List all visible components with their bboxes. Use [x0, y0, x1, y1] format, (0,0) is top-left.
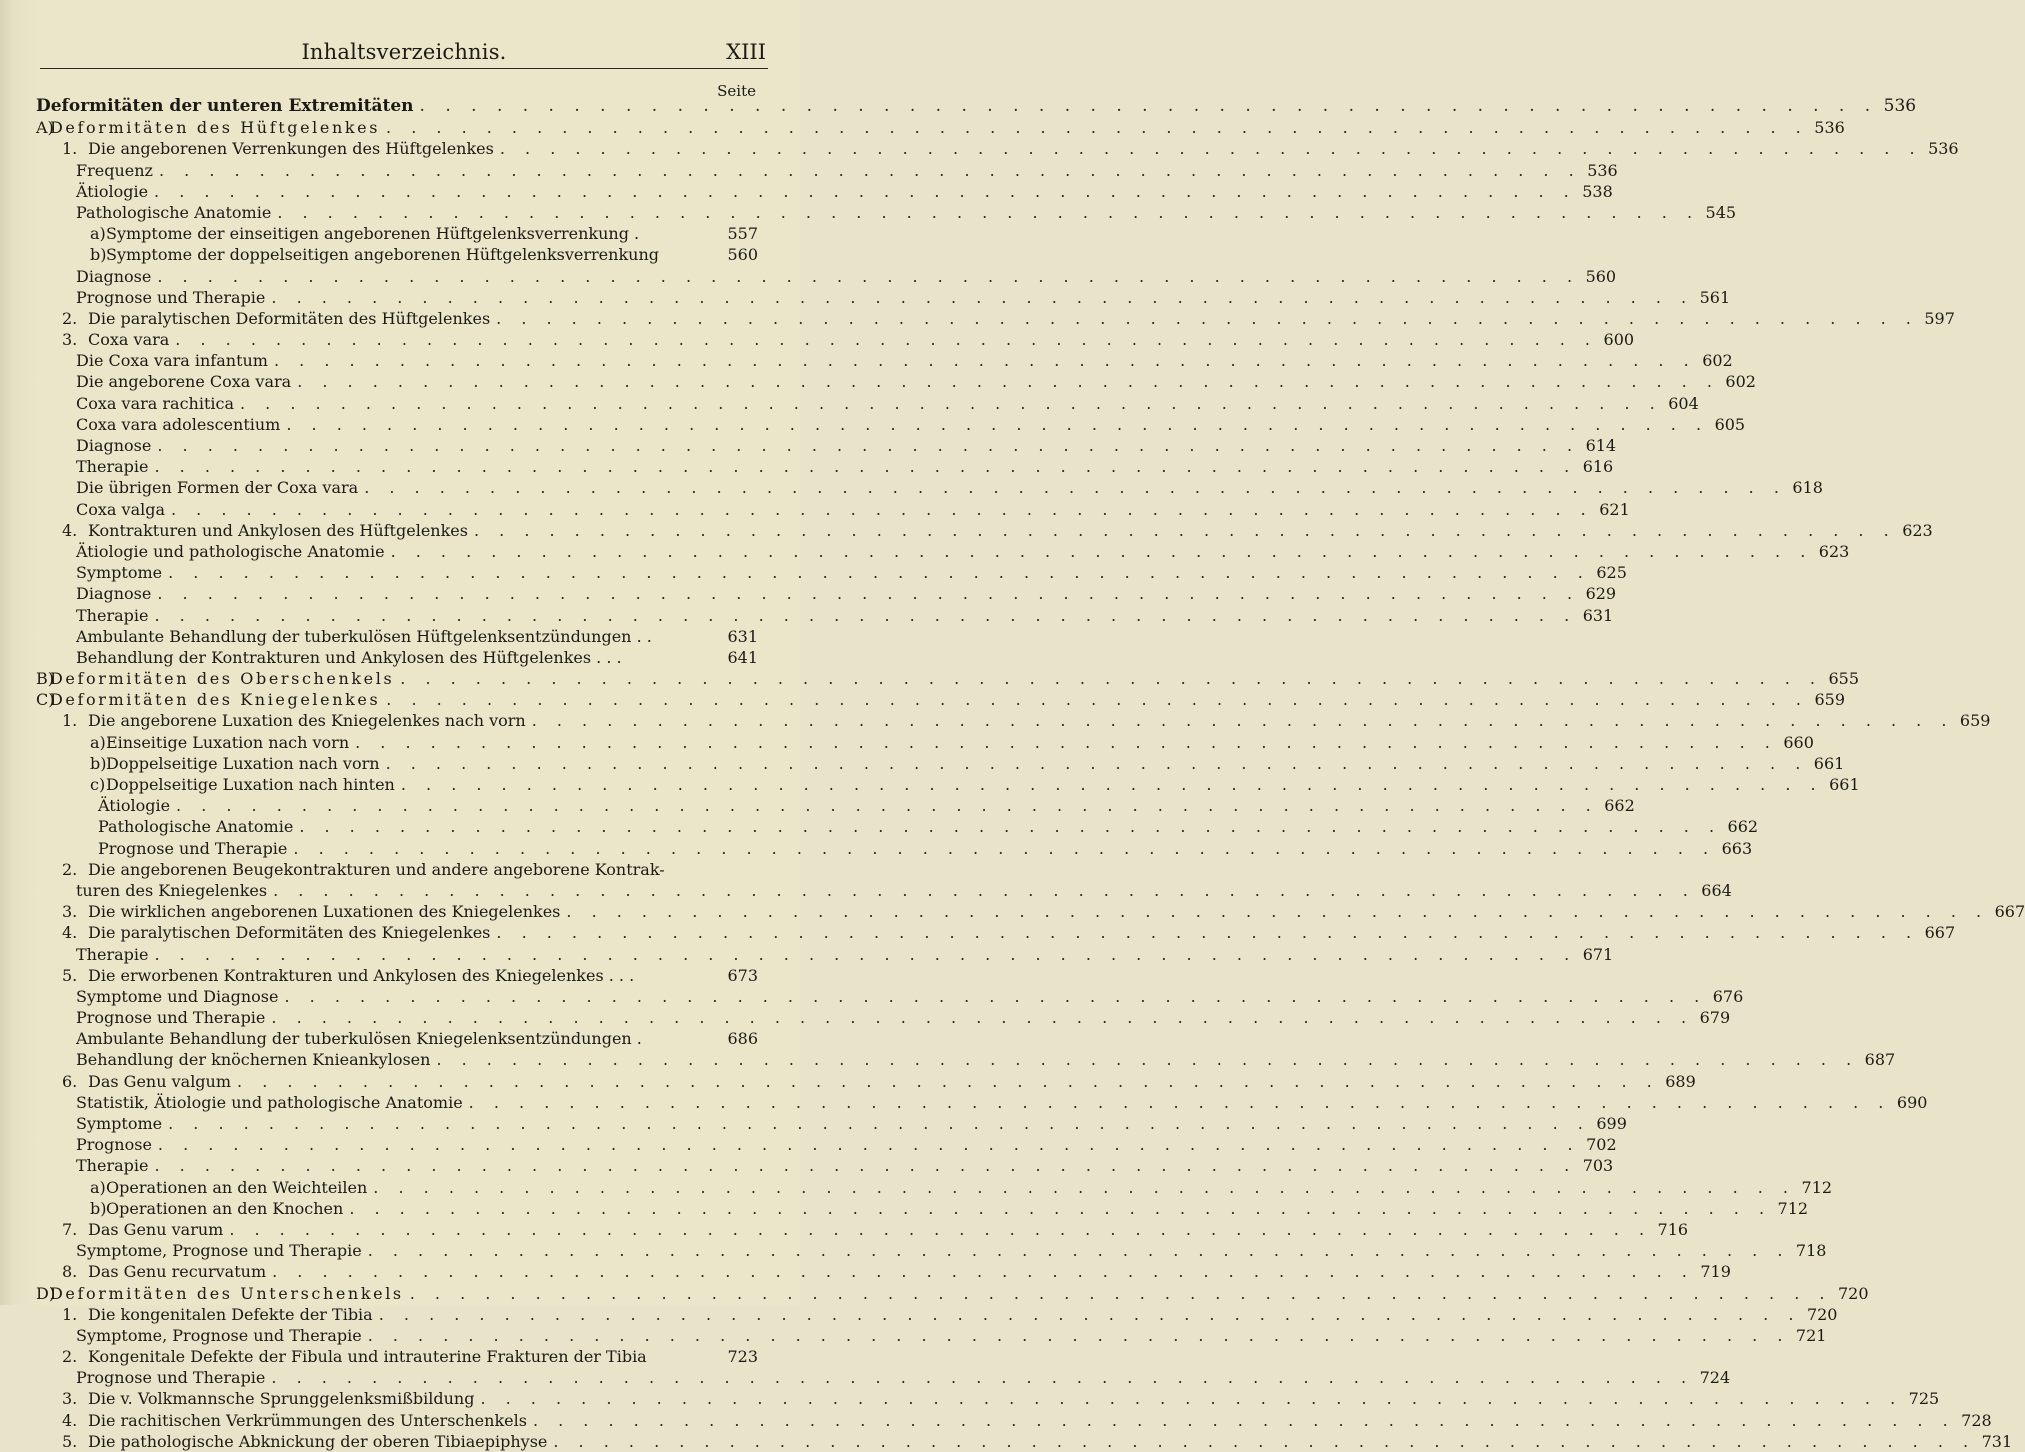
dot-leader: . . . . . . . . . . . . . . . . . . . . . . . . . . . . . . . . . . . . . . . . . . . . . . . . . . . . . . . . . [390, 541, 1813, 561]
dot-leader: . . . . . . . . . . . . . . . . . . . . . . . . . . . . . . . . . . . . . . . . . . . . . . . . . . . . . . . . . [496, 308, 1919, 328]
toc-entry [0, 816, 1759, 837]
toc-entry-page: 660 [1783, 732, 1814, 752]
toc-entry-title: Operationen an den Weichteilen [106, 1177, 368, 1197]
toc-entry-page: 629 [1585, 584, 1617, 604]
toc-entry-page: 673 [727, 965, 758, 985]
toc-entry [0, 1304, 1838, 1325]
toc-entry [0, 1431, 2013, 1452]
toc-entry-page: 560 [727, 245, 758, 265]
toc-entry [0, 117, 1845, 138]
toc-entry [0, 774, 1860, 795]
running-header [40, 40, 768, 69]
toc-entry-page: 731 [1981, 1431, 2013, 1451]
toc-entry-title: Die angeborenen Verrenkungen des Hüftgelenkes [88, 139, 494, 159]
toc-entry-number: 1. [62, 1304, 78, 1324]
toc-entry-title: Prognose [76, 1135, 152, 1155]
toc-entry-page: 662 [1727, 817, 1759, 837]
toc-entry-title: Die Coxa vara infantum [76, 351, 268, 371]
dot-leader: . . . . . . . . . . . . . . . . . . . . . . . . . . . . . . . . . . . . . . . . . . . . . . . . . . . . . . . . . [271, 1368, 1694, 1388]
toc-entry-number: 3. [62, 1389, 78, 1409]
toc-entry-page: 536 [1814, 118, 1845, 138]
toc-entry-title: Prognose und Therapie [76, 1368, 266, 1388]
toc-entry [0, 1325, 1827, 1346]
toc-entry [0, 1346, 758, 1367]
toc-entry-number: 1. [62, 139, 78, 159]
toc-entry-title: Die v. Volkmannsche Sprunggelenksmißbildung [88, 1389, 475, 1409]
toc-entry-page: 663 [1721, 838, 1753, 858]
toc-entry-page: 676 [1712, 986, 1744, 1006]
dot-leader: . . . . . . . . . . . . . . . . . . . . . . . . . . . . . . . . . . . . . . . . . . . . . . . . . . . . . . . . . [273, 880, 1696, 900]
toc-entry-page: 631 [727, 626, 758, 646]
dot-leader: . . . . . . . . . . . . . . . . . . . . . . . . . . . . . . . . . . . . . . . . . . . . . . . . . . . . . . . . . [436, 1050, 1859, 1070]
toc-entry-title: Diagnose [76, 584, 152, 604]
toc-entry-page: 718 [1795, 1241, 1827, 1261]
toc-entry [0, 1261, 1731, 1282]
toc-entry [0, 1007, 1731, 1028]
toc-entry [0, 710, 1991, 731]
toc-entry-title: Prognose und Therapie [98, 838, 288, 858]
toc-entry-number: 5. [62, 1431, 78, 1451]
toc-entry-page: 667 [1924, 923, 1956, 943]
toc-entry-title: Die pathologische Abknickung der oberen Tibiaepiphyse [88, 1431, 548, 1451]
toc-entry [0, 1092, 1928, 1113]
toc-entry-page: 545 [1705, 202, 1737, 222]
toc-entry-title: Die paralytischen Deformitäten des Kniegelenkes [88, 923, 491, 943]
toc-entry [0, 393, 1699, 414]
toc-entry-page: 728 [1961, 1410, 1992, 1430]
toc-entry-title: Die kongenitalen Defekte der Tibia [88, 1304, 373, 1324]
toc-entry [0, 1155, 1614, 1176]
toc-entry-title: Kongenitale Defekte der Fibula und intrauterine Frakturen der Tibia [88, 1347, 647, 1367]
toc-entry-title: Coxa valga [76, 499, 165, 519]
toc-entry-title: Frequenz [76, 160, 153, 180]
dot-leader: . . . . . . . . . . . . . . . . . . . . . . . . . . . . . . . . . . . . . . . . . . . . . . . . . . . . . . . . . [240, 393, 1663, 413]
toc-entry-page: 702 [1586, 1135, 1617, 1155]
toc-entry-number: 3. [62, 330, 78, 350]
toc-entry [0, 350, 1733, 371]
toc-entry-number: 8. [62, 1262, 78, 1282]
toc-entry-page: 536 [1587, 160, 1618, 180]
table-of-contents [0, 96, 2025, 1452]
toc-entry-title: Therapie [76, 457, 149, 477]
toc-entry [0, 456, 1614, 477]
toc-entry-number: a) [90, 224, 106, 244]
toc-entry [0, 1198, 1809, 1219]
toc-entry-page: 690 [1896, 1092, 1928, 1112]
toc-entry-title: Therapie [76, 944, 149, 964]
toc-entry [0, 266, 1617, 287]
toc-entry-page: 659 [1959, 711, 1991, 731]
toc-entry [0, 477, 1823, 498]
toc-entry-number: c) [90, 775, 106, 794]
toc-entry-page: 604 [1668, 393, 1699, 413]
dot-leader: . . . . . . . . . . . . . . . . . . . . . . . . . . . . . . . . . . . . . . . . . . . . . . . . . . . . . . . . . [400, 775, 1824, 794]
toc-entry-number: b) [90, 245, 107, 265]
toc-entry-page: 723 [727, 1347, 758, 1367]
toc-entry-page: 597 [1924, 308, 1955, 328]
toc-entry [0, 1113, 1627, 1134]
toc-entry-page: 699 [1596, 1114, 1627, 1133]
toc-entry-title: Ätiologie [98, 796, 171, 816]
toc-entry-title: Therapie [76, 1156, 149, 1176]
toc-entry-page: 600 [1603, 330, 1635, 350]
dot-leader: . . . . . . . . . . . . . . . . . . . . . . . . . . . . . . . . . . . . . . . . . . . . . . . . . . . . . . . . . [367, 1325, 1790, 1345]
dot-leader: . . . . . . . . . . . . . . . . . . . . . . . . . . . . . . . . . . . . . . . . . . . . . . . . . . . . . . . . . [499, 139, 1923, 159]
dot-leader: . . . . . . . . . . . . . . . . . . . . . . . . . . . . . . . . . . . . . . . . . . . . . . . . . . . . . . . . . [496, 923, 1919, 943]
dot-leader: . . . . . . . . . . . . . . . . . . . . . . . . . . . . . . . . . . . . . . . . . . . . . . . . . . . . . . . . . [284, 986, 1707, 1006]
toc-entry-page: 716 [1657, 1219, 1689, 1239]
toc-entry-title: Statistik, Ätiologie und pathologische Anatomie [76, 1092, 463, 1112]
dot-leader: . . . . . . . . . . . . . . . . . . . . . . . . . . . . . . . . . . . . . . . . . . . . . . . . . . . . . . . . . [553, 1431, 1976, 1451]
dot-leader: . . . . . . . . . . . . . . . . . . . . . . . . . . . . . . . . . . . . . . . . . . . . . . . . . . . . . . . . . [157, 584, 1580, 604]
dot-leader: . . . . . . . . . . . . . . . . . . . . . . . . . . . . . . . . . . . . . . . . . . . . . . . . . . . . . . . . . [468, 1092, 1891, 1112]
toc-entry [0, 414, 1746, 435]
toc-entry [0, 795, 1635, 816]
toc-entry-number: 2. [62, 859, 78, 879]
toc-entry-page: 687 [1864, 1050, 1896, 1070]
header-title: Inhaltsverzeichnis. [301, 40, 507, 64]
toc-entry-title: Doppelseitige Luxation nach vorn [106, 753, 380, 773]
dot-leader: . . . . . . . . . . . . . . . . . . . . . . . . . . . . . . . . . . . . . . . . . . . . . . . . . . . . . . . . . [154, 181, 1577, 201]
dot-leader: . . . . . . . . . . . . . . . . . . . . . . . . . . . . . . . . . . . . . . . . . . . . . . . . . . . . . . . . . [364, 478, 1787, 498]
toc-entry-number: b) [90, 753, 107, 773]
toc-entry-title: Prognose und Therapie [76, 1008, 266, 1028]
toc-entry-page: 719 [1700, 1262, 1731, 1282]
toc-entry [0, 944, 1614, 965]
toc-entry [0, 202, 1737, 223]
dot-leader: . . . . . . . . . . . . . . . . . . . . . . . . . . . . . . . . . . . . . . . . . . . . . . . . . . . . . . . . . [286, 414, 1709, 434]
toc-entry-page: 536 [1883, 96, 1917, 116]
toc-entry [0, 1028, 758, 1049]
toc-entry [0, 859, 758, 880]
toc-entry-page: 538 [1582, 181, 1613, 201]
toc-entry-page: 602 [1702, 351, 1733, 371]
toc-entry [0, 96, 1917, 117]
toc-entry-title: Symptome der einseitigen angeborenen Hüftgelenksverrenkung . [106, 224, 640, 244]
toc-entry [0, 668, 1860, 689]
toc-entry-title: Operationen an den Knochen [106, 1198, 344, 1218]
toc-entry-title: Diagnose [76, 436, 152, 455]
toc-entry [0, 1367, 1731, 1388]
toc-entry-title: Deformitäten des Oberschenkels [50, 669, 395, 689]
dot-leader: . . . . . . . . . . . . . . . . . . . . . . . . . . . . . . . . . . . . . . . . . . . . . . . . . . . . . . . . . [419, 96, 1878, 116]
toc-entry-number: 4. [62, 1410, 78, 1430]
toc-entry-title: Das Genu valgum [88, 1071, 232, 1091]
toc-entry-number: C) [36, 690, 55, 710]
toc-entry-number: 6. [62, 1071, 78, 1091]
dot-leader: . . . . . . . . . . . . . . . . . . . . . . . . . . . . . . . . . . . . . . . . . . . . . . . . . . . . . . . . . [386, 118, 1809, 138]
toc-entry [0, 1410, 1992, 1431]
dot-leader: . . . . . . . . . . . . . . . . . . . . . . . . . . . . . . . . . . . . . . . . . . . . . . . . . . . . . . . . . [400, 669, 1823, 689]
toc-entry [0, 1134, 1617, 1155]
toc-entry-number: D) [36, 1283, 56, 1303]
toc-entry-title: Behandlung der Kontrakturen und Ankylosen des Hüftgelenkes . . . [76, 647, 622, 667]
dot-leader: . . . . . . . . . . . . . . . . . . . . . . . . . . . . . . . . . . . . . . . . . . . . . . . . . . . . . . . . . [157, 436, 1580, 455]
toc-entry-number: 5. [62, 965, 78, 985]
toc-entry-page: 689 [1665, 1071, 1696, 1091]
toc-entry-title: Kontrakturen und Ankylosen des Hüftgelenkes [88, 520, 468, 540]
toc-entry-page: 661 [1829, 775, 1860, 794]
toc-entry-title: Symptome [76, 1114, 163, 1133]
dot-leader: . . . . . . . . . . . . . . . . . . . . . . . . . . . . . . . . . . . . . . . . . . . . . . . . . . . . . . . . . [409, 1283, 1832, 1303]
dot-leader: . . . . . . . . . . . . . . . . . . . . . . . . . . . . . . . . . . . . . . . . . . . . . . . . . . . . . . . . . [157, 1135, 1581, 1155]
toc-entry-page: 560 [1585, 266, 1617, 286]
dot-leader: . . . . . . . . . . . . . . . . . . . . . . . . . . . . . . . . . . . . . . . . . . . . . . . . . . . . . . . . . [272, 1262, 1695, 1282]
dot-leader: . . . . . . . . . . . . . . . . . . . . . . . . . . . . . . . . . . . . . . . . . . . . . . . . . . . . . . . . . [273, 351, 1697, 371]
dot-leader: . . . . . . . . . . . . . . . . . . . . . . . . . . . . . . . . . . . . . . . . . . . . . . . . . . . . . . . . . [271, 287, 1694, 307]
toc-entry-number: a) [90, 732, 106, 752]
toc-entry [0, 880, 1732, 901]
dot-leader: . . . . . . . . . . . . . . . . . . . . . . . . . . . . . . . . . . . . . . . . . . . . . . . . . . . . . . . . . [277, 202, 1700, 222]
toc-entry-page: 720 [1837, 1283, 1869, 1303]
toc-entry-number: B) [36, 669, 54, 689]
toc-entry-page: 557 [727, 224, 758, 244]
dot-leader: . . . . . . . . . . . . . . . . . . . . . . . . . . . . . . . . . . . . . . . . . . . . . . . . . . . . . . . . . [299, 817, 1722, 837]
dot-leader: . . . . . . . . . . . . . . . . . . . . . . . . . . . . . . . . . . . . . . . . . . . . . . . . . . . . . . . . . [158, 160, 1582, 180]
toc-entry-title: Pathologische Anatomie [98, 817, 294, 837]
dot-leader: . . . . . . . . . . . . . . . . . . . . . . . . . . . . . . . . . . . . . . . . . . . . . . . . . . . . . . . . . [176, 796, 1599, 816]
toc-entry [0, 287, 1731, 308]
toc-entry-page: 712 [1777, 1198, 1809, 1218]
toc-entry [0, 499, 1630, 520]
toc-entry-title: Das Genu varum [88, 1219, 224, 1239]
toc-entry-title: Doppelseitige Luxation nach hinten [106, 775, 395, 794]
dot-leader: . . . . . . . . . . . . . . . . . . . . . . . . . . . . . . . . . . . . . . . . . . . . . . . . . . . . . . . . . [378, 1304, 1801, 1324]
toc-entry-number: 1. [62, 711, 78, 731]
toc-entry-number: 2. [62, 1347, 78, 1367]
toc-entry-page: 724 [1699, 1368, 1731, 1388]
toc-entry-title: Die erworbenen Kontrakturen und Ankylosen des Kniegelenkes . . . [88, 965, 635, 985]
toc-entry-number: a) [90, 1177, 106, 1197]
toc-entry-page: 641 [727, 647, 758, 667]
toc-entry [0, 181, 1613, 202]
toc-entry-title: Symptome [76, 563, 163, 583]
toc-entry-title: Coxa vara rachitica [76, 393, 234, 413]
toc-entry [0, 520, 1933, 541]
toc-entry-title: Ätiologie [76, 181, 149, 201]
toc-entry [0, 562, 1627, 583]
toc-entry-page: 623 [1902, 520, 1933, 540]
dot-leader: . . . . . . . . . . . . . . . . . . . . . . . . . . . . . . . . . . . . . . . . . . . . . . . . . . . . . . . . . [154, 944, 1577, 964]
dot-leader: . . . . . . . . . . . . . . . . . . . . . . . . . . . . . . . . . . . . . . . . . . . . . . . . . . . . . . . . . [229, 1219, 1652, 1239]
toc-entry-page: 720 [1806, 1304, 1838, 1324]
dot-leader: . . . . . . . . . . . . . . . . . . . . . . . . . . . . . . . . . . . . . . . . . . . . . . . . . . . . . . . . . [367, 1241, 1790, 1261]
toc-entry-title: Ätiologie und pathologische Anatomie [76, 541, 385, 561]
toc-entry-title: Prognose und Therapie [76, 287, 266, 307]
toc-entry-page: 625 [1596, 563, 1627, 583]
toc-entry-title: Diagnose [76, 266, 152, 286]
toc-entry-title: Die wirklichen angeborenen Luxationen des Kniegelenkes [88, 902, 561, 922]
toc-entry [0, 1283, 1869, 1304]
toc-entry [0, 689, 1846, 710]
toc-entry [0, 1071, 1696, 1092]
toc-entry [0, 986, 1744, 1007]
toc-entry-page: 671 [1582, 944, 1614, 964]
toc-entry [0, 647, 758, 668]
toc-entry [0, 1219, 1689, 1240]
toc-entry-title: Die übrigen Formen der Coxa vara [76, 478, 359, 498]
toc-entry [0, 965, 758, 986]
dot-leader: . . . . . . . . . . . . . . . . . . . . . . . . . . . . . . . . . . . . . . . . . . . . . . . . . . . . . . . . . [473, 520, 1897, 540]
dot-leader: . . . . . . . . . . . . . . . . . . . . . . . . . . . . . . . . . . . . . . . . . . . . . . . . . . . . . . . . . [385, 753, 1808, 773]
toc-entry-title: Die rachitischen Verkrümmungen des Unterschenkels [88, 1410, 527, 1430]
toc-entry-title: Die angeborene Coxa vara [76, 372, 292, 392]
dot-leader: . . . . . . . . . . . . . . . . . . . . . . . . . . . . . . . . . . . . . . . . . . . . . . . . . . . . . . . . . [349, 1198, 1772, 1218]
toc-entry-page: 721 [1795, 1325, 1827, 1345]
dot-leader: . . . . . . . . . . . . . . . . . . . . . . . . . . . . . . . . . . . . . . . . . . . . . . . . . . . . . . . . . [386, 690, 1809, 710]
toc-entry [0, 901, 2025, 922]
dot-leader: . . . . . . . . . . . . . . . . . . . . . . . . . . . . . . . . . . . . . . . . . . . . . . . . . . . . . . . . . [480, 1389, 1903, 1409]
toc-entry-title: Die angeborenen Beugekontrakturen und andere angeborene Kontrak- [88, 859, 665, 879]
dot-leader: . . . . . . . . . . . . . . . . . . . . . . . . . . . . . . . . . . . . . . . . . . . . . . . . . . . . . . . . . [271, 1008, 1694, 1028]
toc-entry [0, 160, 1618, 181]
toc-entry [0, 583, 1617, 604]
toc-entry-page: 679 [1699, 1008, 1731, 1028]
toc-entry-title: Die angeborene Luxation des Kniegelenkes nach vorn [88, 711, 526, 731]
toc-entry-page: 536 [1928, 139, 1959, 159]
toc-entry-title: Symptome, Prognose und Therapie [76, 1325, 362, 1345]
toc-entry-number: 7. [62, 1219, 78, 1239]
toc-entry-page: 686 [727, 1029, 758, 1049]
toc-entry-page: 614 [1585, 436, 1617, 455]
toc-entry [0, 1177, 1833, 1198]
dot-leader: . . . . . . . . . . . . . . . . . . . . . . . . . . . . . . . . . . . . . . . . . . . . . . . . . . . . . . . . . [154, 605, 1577, 625]
toc-entry [0, 605, 1614, 626]
toc-entry-page: 712 [1801, 1177, 1833, 1197]
toc-entry-title: Die paralytischen Deformitäten des Hüftgelenkes [88, 308, 491, 328]
toc-entry [0, 626, 758, 647]
dot-leader: . . . . . . . . . . . . . . . . . . . . . . . . . . . . . . . . . . . . . . . . . . . . . . . . . . . . . . . . . [154, 1156, 1577, 1176]
dot-leader: . . . . . . . . . . . . . . . . . . . . . . . . . . . . . . . . . . . . . . . . . . . . . . . . . . . . . . . . . [154, 457, 1577, 477]
toc-entry-page: 616 [1582, 457, 1614, 477]
dot-leader: . . . . . . . . . . . . . . . . . . . . . . . . . . . . . . . . . . . . . . . . . . . . . . . . . . . . . . . . . [532, 1410, 1956, 1430]
toc-entry-page: 655 [1828, 669, 1860, 689]
toc-entry-title: Deformitäten des Kniegelenkes [50, 690, 381, 710]
toc-entry [0, 308, 1955, 329]
dot-leader: . . . . . . . . . . . . . . . . . . . . . . . . . . . . . . . . . . . . . . . . . . . . . . . . . . . . . . . . . [168, 1114, 1591, 1133]
toc-entry-title: Ambulante Behandlung der tuberkulösen Hüftgelenksentzündungen . . [76, 626, 652, 646]
toc-entry [0, 244, 758, 265]
toc-entry [0, 223, 758, 244]
toc-entry-title: Ambulante Behandlung der tuberkulösen Kniegelenksentzündungen . [76, 1029, 642, 1049]
dot-leader: . . . . . . . . . . . . . . . . . . . . . . . . . . . . . . . . . . . . . . . . . . . . . . . . . . . . . . . . . [171, 499, 1594, 519]
toc-entry-page: 725 [1908, 1389, 1940, 1409]
toc-entry-title: Das Genu recurvatum [88, 1262, 267, 1282]
toc-entry-number: 3. [62, 902, 78, 922]
dot-leader: . . . . . . . . . . . . . . . . . . . . . . . . . . . . . . . . . . . . . . . . . . . . . . . . . . . . . . . . . [531, 711, 1954, 731]
page-column-label: Seite [717, 82, 756, 100]
header-page-number: XIII [726, 40, 766, 64]
dot-leader: . . . . . . . . . . . . . . . . . . . . . . . . . . . . . . . . . . . . . . . . . . . . . . . . . . . . . . . . . [157, 266, 1580, 286]
dot-leader: . . . . . . . . . . . . . . . . . . . . . . . . . . . . . . . . . . . . . . . . . . . . . . . . . . . . . . . . . [297, 372, 1720, 392]
toc-entry-title: Deformitäten der unteren Extremitäten [36, 96, 414, 116]
toc-entry [0, 138, 1959, 159]
toc-entry-title: Symptome, Prognose und Therapie [76, 1241, 362, 1261]
toc-entry-page: 623 [1818, 541, 1850, 561]
toc-entry-title: Pathologische Anatomie [76, 202, 272, 222]
toc-entry [0, 329, 1635, 350]
toc-entry-title: Symptome der doppelseitigen angeborenen Hüftgelenksverrenkung [106, 245, 659, 265]
toc-entry-title: Deformitäten des Unterschenkels [50, 1283, 404, 1303]
dot-leader: . . . . . . . . . . . . . . . . . . . . . . . . . . . . . . . . . . . . . . . . . . . . . . . . . . . . . . . . . [373, 1177, 1796, 1197]
dot-leader: . . . . . . . . . . . . . . . . . . . . . . . . . . . . . . . . . . . . . . . . . . . . . . . . . . . . . . . . . [168, 563, 1591, 583]
toc-entry-number: 2. [62, 308, 78, 328]
toc-entry-number: b) [90, 1198, 107, 1218]
dot-leader: . . . . . . . . . . . . . . . . . . . . . . . . . . . . . . . . . . . . . . . . . . . . . . . . . . . . . . . . . [293, 838, 1716, 858]
toc-entry-page: 661 [1813, 753, 1845, 773]
toc-entry-number: 4. [62, 923, 78, 943]
toc-entry-page: 621 [1599, 499, 1630, 519]
toc-entry-page: 602 [1725, 372, 1756, 392]
toc-entry-page: 659 [1814, 690, 1846, 710]
toc-entry [0, 922, 1956, 943]
dot-leader: . . . . . . . . . . . . . . . . . . . . . . . . . . . . . . . . . . . . . . . . . . . . . . . . . . . . . . . . . [237, 1071, 1660, 1091]
toc-entry-title: Coxa vara [88, 330, 170, 350]
toc-entry [0, 838, 1753, 859]
toc-entry-page: 662 [1604, 796, 1635, 816]
toc-entry [0, 753, 1845, 774]
toc-entry-page: 631 [1582, 605, 1614, 625]
toc-entry [0, 371, 1756, 392]
toc-entry-number: A) [36, 118, 54, 138]
toc-entry-title: Therapie [76, 605, 149, 625]
toc-entry-page: 605 [1714, 414, 1746, 434]
toc-entry-page: 561 [1699, 287, 1731, 307]
toc-entry [0, 541, 1850, 562]
toc-entry-title: Symptome und Diagnose [76, 986, 279, 1006]
dot-leader: . . . . . . . . . . . . . . . . . . . . . . . . . . . . . . . . . . . . . . . . . . . . . . . . . . . . . . . . . [175, 330, 1598, 350]
dot-leader: . . . . . . . . . . . . . . . . . . . . . . . . . . . . . . . . . . . . . . . . . . . . . . . . . . . . . . . . . [566, 902, 1989, 922]
toc-entry-title: Einseitige Luxation nach vorn [106, 732, 350, 752]
toc-entry-title: Deformitäten des Hüftgelenkes [50, 118, 381, 138]
toc-entry [0, 732, 1814, 753]
toc-entry-title: Coxa vara adolescentium [76, 414, 281, 434]
toc-entry-page: 703 [1582, 1156, 1614, 1176]
toc-entry-number: 4. [62, 520, 78, 540]
toc-entry [0, 1388, 1940, 1409]
toc-entry-page: 664 [1701, 880, 1732, 900]
toc-entry [0, 435, 1617, 456]
toc-entry-title: turen des Kniegelenkes [76, 880, 268, 900]
toc-entry-title: Behandlung der knöchernen Knieankylosen [76, 1050, 431, 1070]
toc-entry [0, 1049, 1896, 1070]
toc-entry-page: 618 [1792, 478, 1823, 498]
dot-leader: . . . . . . . . . . . . . . . . . . . . . . . . . . . . . . . . . . . . . . . . . . . . . . . . . . . . . . . . . [355, 732, 1778, 752]
toc-entry-page: 667 [1994, 902, 2025, 922]
toc-entry [0, 1240, 1827, 1261]
